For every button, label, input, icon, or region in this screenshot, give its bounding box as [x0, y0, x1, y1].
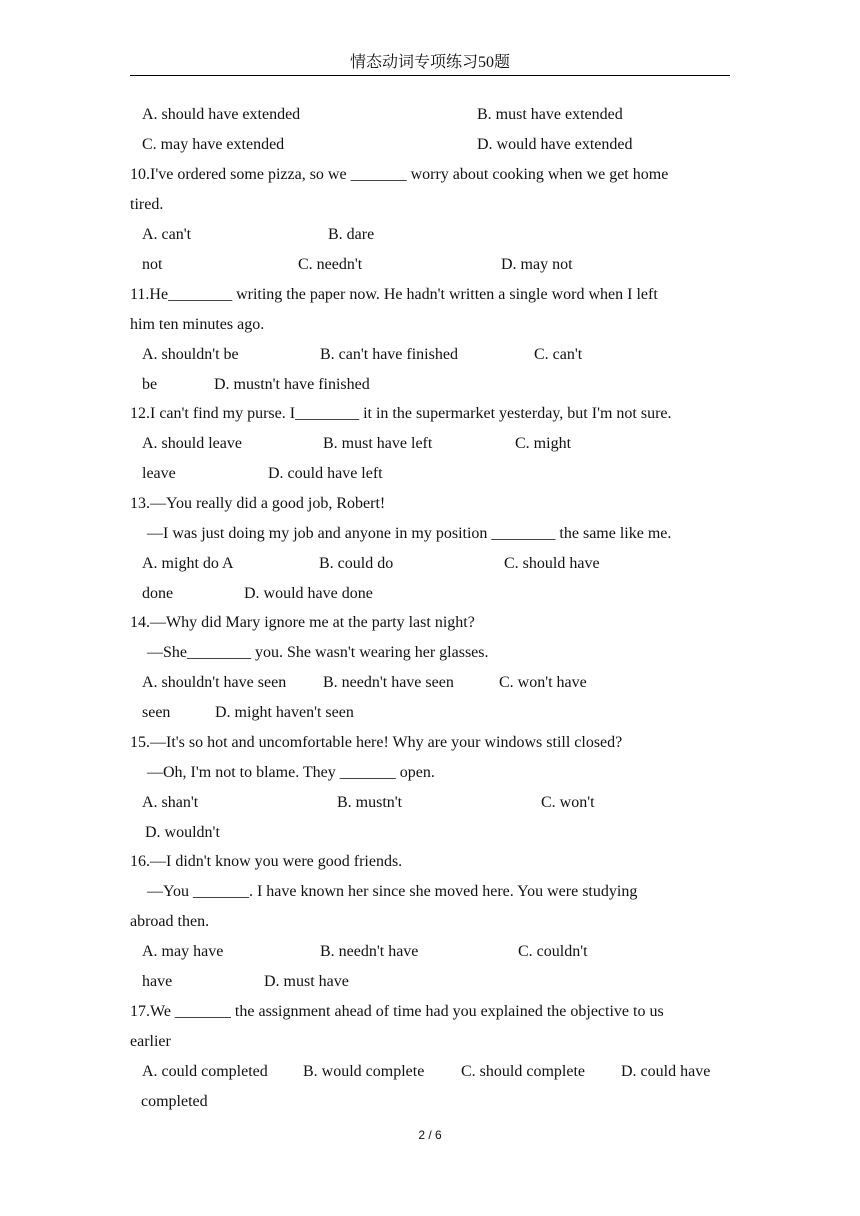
q14-option-b: B. needn't have seen [323, 674, 454, 691]
q10-stem-cont: tired. [130, 196, 164, 213]
q13-option-c: C. should have [504, 555, 600, 572]
q15-option-a: A. shan't [142, 794, 199, 811]
q14-option-d: D. might haven't seen [215, 704, 354, 721]
q11-option-d: D. mustn't have finished [214, 376, 370, 393]
page-header-title: 情态动词专项练习50题 [349, 54, 510, 71]
q16-stem: 16.—I didn't know you were good friends. [130, 853, 403, 870]
q10-option-b-cont: not [142, 256, 163, 273]
q17-stem: 17.We _______ the assignment ahead of time had you explained the objective to us [130, 1003, 664, 1020]
q17-option-d-cont: completed [141, 1093, 208, 1110]
q11-option-c: C. can't [534, 346, 583, 363]
q11-option-a: A. shouldn't be [142, 346, 239, 363]
q17-option-a: A. could completed [142, 1063, 268, 1080]
q11-option-b: B. can't have finished [320, 346, 458, 363]
q14-option-c-cont: seen [142, 704, 171, 721]
q15-option-b: B. mustn't [337, 794, 403, 811]
q12-option-c: C. might [515, 435, 572, 452]
q16-reply: —You _______. I have known her since she moved here. You were studying [147, 883, 638, 900]
q12-stem: 12.I can't find my purse. I________ it in the supermarket yesterday, but I'm not sure. [130, 405, 672, 422]
q14-reply: —She________ you. She wasn't wearing her glasses. [147, 644, 489, 661]
q13-stem: 13.—You really did a good job, Robert! [130, 495, 386, 512]
q13-option-b: B. could do [319, 555, 394, 572]
q14-stem: 14.—Why did Mary ignore me at the party last night? [130, 614, 475, 631]
q14-option-c: C. won't have [499, 674, 587, 691]
q9-option-a: A. should have extended [142, 106, 301, 123]
q10-option-c: C. needn't [298, 256, 363, 273]
header-divider [130, 75, 730, 76]
q13-option-c-cont: done [142, 585, 174, 602]
q16-option-d: D. must have [264, 973, 349, 990]
q17-option-b: B. would complete [303, 1063, 425, 1080]
q9-option-b: B. must have extended [477, 106, 623, 123]
q9-option-c: C. may have extended [142, 136, 285, 153]
q10-option-b: B. dare [328, 226, 375, 243]
q17-option-d: D. could have [621, 1063, 711, 1080]
q15-option-d: D. wouldn't [145, 824, 220, 841]
q12-option-b: B. must have left [323, 435, 433, 452]
q11-stem: 11.He________ writing the paper now. He hadn't written a single word when I left [130, 286, 658, 303]
q9-option-d: D. would have extended [477, 136, 633, 153]
q17-stem-cont: earlier [130, 1033, 171, 1050]
q16-option-a: A. may have [142, 943, 224, 960]
q11-stem-cont: him ten minutes ago. [130, 316, 265, 333]
q16-option-c-cont: have [142, 973, 173, 990]
q10-stem: 10.I've ordered some pizza, so we _______ worry about cooking when we get home [130, 166, 669, 183]
q10-option-d: D. may not [501, 256, 573, 273]
q17-option-c: C. should complete [461, 1063, 585, 1080]
q14-option-a: A. shouldn't have seen [142, 674, 287, 691]
q12-option-c-cont: leave [142, 465, 176, 482]
q15-stem: 15.—It's so hot and uncomfortable here! Why are your windows still closed? [130, 734, 623, 751]
q15-option-c: C. won't [541, 794, 595, 811]
q13-option-d: D. would have done [244, 585, 373, 602]
q16-option-b: B. needn't have [320, 943, 419, 960]
q11-option-c-cont: be [142, 376, 158, 393]
q12-option-a: A. should leave [142, 435, 242, 452]
page-number: 2 / 6 [418, 1128, 442, 1142]
q16-option-c: C. couldn't [518, 943, 588, 960]
q10-option-a: A. can't [142, 226, 192, 243]
q13-option-a: A. might do A [142, 555, 234, 572]
q16-reply-cont: abroad then. [130, 913, 210, 930]
q15-reply: —Oh, I'm not to blame. They _______ open. [147, 764, 435, 781]
q12-option-d: D. could have left [268, 465, 383, 482]
q13-reply: —I was just doing my job and anyone in my position ________ the same like me. [147, 525, 672, 542]
